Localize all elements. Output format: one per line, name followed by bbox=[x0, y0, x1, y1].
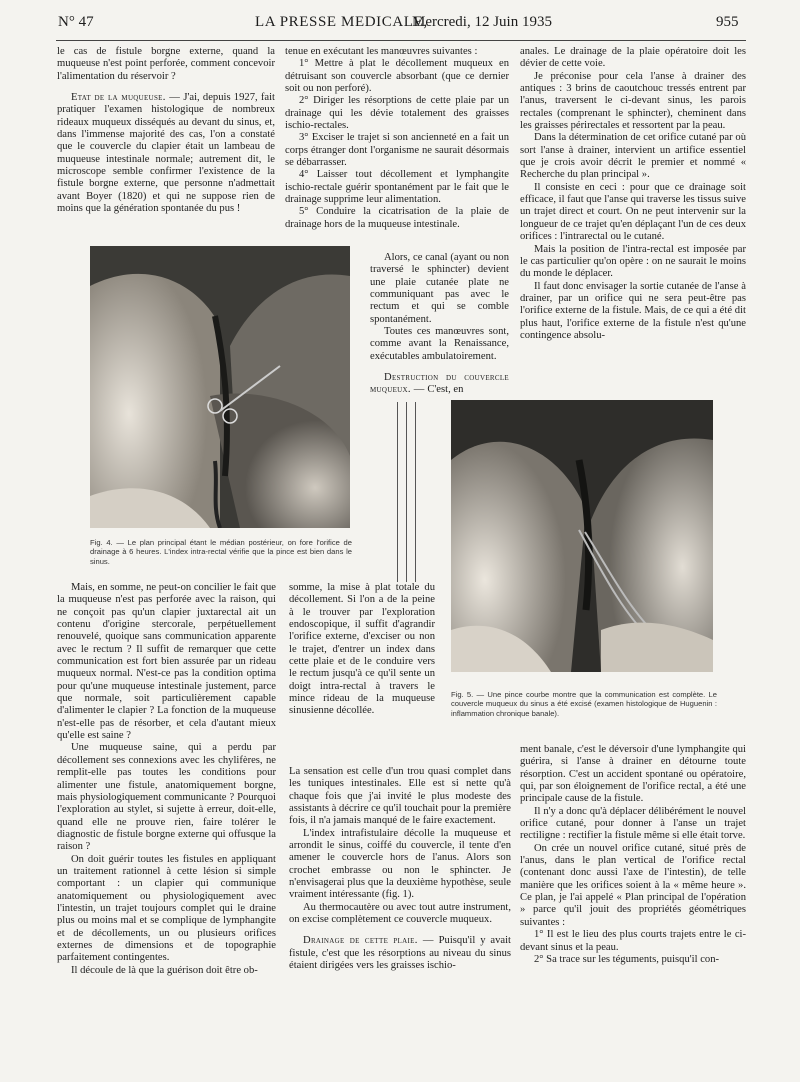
paragraph: Destruction du couvercle muqueux. — C'est, en bbox=[370, 372, 509, 396]
figure-5-photo bbox=[451, 400, 713, 672]
column-divider bbox=[406, 402, 407, 582]
paragraph: Une muqueuse saine, qui a perdu par décollement ses connexions avec les chylifères, ne remplit-elle pas toutes les conditions pour alimenter une fistule, anatomiquement borgne, mais physiologiquement communicante ? Pourquoi l'exploration au stylet, si sujette à erreur, doit-elle, quand elle ne prouve rien, faire tolérer le diagnostic de fistule borgne externe qui offusque la raison ? bbox=[57, 742, 276, 853]
column-divider bbox=[397, 402, 398, 582]
issue-date: Mercredi, 12 Juin 1935 bbox=[412, 14, 552, 30]
paragraph: Au thermocautère ou avec tout autre instrument, on excise complètement ce couvercle muqueux. bbox=[289, 901, 511, 926]
column-2-bottom bbox=[289, 766, 511, 973]
section-heading: Drainage de cette plaie. — bbox=[303, 935, 434, 947]
paragraph: tenue en exécutant les manœuvres suivantes : bbox=[285, 46, 478, 57]
paragraph: On crée un nouvel orifice cutané, situé près de l'anus, dans le plan vertical de l'orifice rectal (contenant donc aussi l'axe de l'intestin), de telle manière que les orifices soient à la « même heure ». Ce plan, je l'ai appelé « Plan principal de l'opération » parce qu'il jouit des propriétés géométriques suivantes : bbox=[520, 842, 746, 928]
paragraph: On doit guérir toutes les fistules en appliquant un traitement rationnel à cette lésion si simple comportant : un clapier qui communique anatomiquement ou physiologiquement avec l'intestin, un trajet toujours complet qui le draine plus ou moins mal et se complique de lymphangite et de décollements, un ou plusieurs orifices externes de dimensions et de topographie parfaitement contingentes. bbox=[57, 853, 276, 964]
paragraph: Mais, en somme, ne peut-on concilier le fait que la muqueuse n'est pas perforée avec la raison, qui ne conçoit pas qu'un clapier juxtarectal ait un contenu d'origine stercorale, perpétuellement renouvelé, quoique sans communication apparente avec le rectum ? Il suffit de remarquer que cette communication est fort bien assurée par un rideau muqueux normal. N'est-ce pas la condition optima pour qu'une muqueuse intestinale justement, parce que normale, soit particulièrement capable d'alimenter le clapier ? La fonction de la muqueuse n'est-elle pas de résorber, et cela d'autant mieux qu'elle est saine ? bbox=[57, 582, 276, 742]
paragraph: L'index intrafistulaire décolle la muqueuse et arrondit le sinus, coiffé du couvercle, il tente d'en amener le couvercle hors de l'anus. Alors son crochet embrasse ou non le sphincter. Je n'envisagerai plus que la deuxième hypothèse, seule vraiment intéressante (fig. 1). bbox=[289, 827, 511, 901]
list-item: 1° Mettre à plat le décollement muqueux en détruisant son couvercle absorbant (que ce dernier soit ou non perforé). bbox=[285, 58, 509, 95]
page-header bbox=[0, 14, 800, 38]
column-1-top bbox=[57, 46, 275, 215]
paragraph: Toutes ces manœuvres sont, comme avant la Renaissance, exécutables ambulatoirement. bbox=[370, 326, 509, 362]
paragraph: Je préconise pour cela l'anse à drainer des antiques : 3 brins de caoutchouc tressés entrent par l'anus, traversent le ci-devant sinus, les parois rectales (comprenant le sphincter), cheminent dans les graisses périrectales et ressortent par la peau. bbox=[520, 70, 746, 132]
list-item: 3° Exciser le trajet si son ancienneté en a fait un corps étranger dont l'organisme ne saurait désormais se débarrasser. bbox=[285, 132, 509, 169]
surgical-photo bbox=[90, 246, 350, 528]
paragraph: le cas de fistule borgne externe, quand la muqueuse n'est point perforée, comment concevoir l'alimentation du réservoir ? bbox=[57, 46, 275, 82]
list-item: 1° Il est le lieu des plus courts trajets entre le ci-devant sinus et la peau. bbox=[520, 929, 746, 953]
column-1-bottom bbox=[57, 582, 276, 977]
paragraph: Dans la détermination de cet orifice cutané par où sort l'anse à drainer, intervient un artifice essentiel que je crois avoir décrit le premier et nommé « Recherche du plan principal ». bbox=[520, 132, 746, 181]
section-heading: Etat de la muqueuse. — bbox=[71, 92, 181, 104]
header-rule bbox=[56, 40, 746, 41]
section-heading: Destruction du couvercle muqueux. — bbox=[370, 372, 509, 396]
column-2-bottom-narrow bbox=[289, 582, 435, 718]
paragraph: Il faut donc envisager la sortie cutanée de l'anse à drainer, par un orifice qui ne sera peut-être pas l'orifice externe de la fistule. Mais, de ce qui a été dit plus haut, l'orifice externe de la fistule n'est qu'une contingence absolu- bbox=[520, 280, 746, 341]
list-item: 2° Sa trace sur les téguments, puisqu'il con- bbox=[534, 953, 720, 965]
paragraph: Il découle de là que la guérison doit être ob- bbox=[71, 964, 258, 976]
paragraph: Drainage de cette plaie. — Puisqu'il y avait fistule, c'est que les résorptions au niveau du sinus étaient dirigées vers les graisses ischio- bbox=[289, 935, 511, 972]
column-3-bottom bbox=[520, 744, 746, 966]
column-2-top bbox=[285, 46, 509, 231]
paragraph: somme, la mise à plat totale du décollement. Si l'on a de la peine à le trouver par l'exploration endoscopique, il suffit d'agrandir l'orifice externe, d'exciser ou non le trajet, d'entrer un index dans cette plaie et de le conduire vers le rectum jusqu'à ce qu'il sente un doigt intra-rectal à travers le mince rideau de la muqueuse sinusienne décollée. bbox=[289, 582, 435, 717]
issue-number: N° 47 bbox=[58, 14, 94, 30]
list-item: 2° Diriger les résorptions de cette plaie par un drainage qui les dévie totalement des graisses ischio-rectales. bbox=[285, 95, 509, 132]
paragraph: Il consiste en ceci : pour que ce drainage soit efficace, il faut que l'anse qui traverse les tissus suive un trajet direct et court. On ne peut intervenir sur la longueur de ce trajet qu'en déplaçant l'un de ces deux orifices : l'intrarectal ou le cutané. bbox=[520, 181, 746, 243]
list-item: 5° Conduire la cicatrisation de la plaie de drainage hors de la muqueuse intestinale. bbox=[285, 206, 509, 230]
figure-4-photo bbox=[90, 246, 350, 528]
paragraph: La sensation est celle d'un trou quasi complet dans les tuniques intestinales. Elle est si nette qu'à chaque fois que j'ai invité le plus modeste des assistants à décrire ce qu'il touchait pour la première fois, il n'a jamais manqué de le faire exactement. bbox=[289, 766, 511, 827]
paragraph: Alors, ce canal (ayant ou non traversé le sphincter) devient une plaie cutanée plate ne communiquant pas avec le rectum et qui se comble spontanément. bbox=[370, 252, 509, 325]
column-2-narrow bbox=[370, 252, 509, 397]
paragraph: ment banale, c'est le déversoir d'une lymphangite qui guérira, si l'anse à drainer en détourne toute résorption. C'est un accident spontané ou opératoire, qui, par son éloignement de l'orifice rectal, a été une principale cause de la fistule. bbox=[520, 744, 746, 805]
figure-4-caption: Fig. 4. — Le plan principal étant le médian postérieur, on fore l'orifice de drainage à 6 heures. L'index intra-rectal vérifie que la pince est bien dans le sinus. bbox=[90, 538, 352, 566]
paragraph: Etat de la muqueuse. — J'ai, depuis 1927, fait pratiquer l'examen histologique de nombreux rideaux muqueux disséqués au devant du sinus, et, dans l'immense majorité des cas, l'on a constaté que le couvercle du clapier était un lambeau de muqueuse intestinale normale; autrement dit, le microscope semble confirmer l'existence de la fistule borgne externe, que personne n'admettait avant Boyer (1820) et qui ne suppose rien de moins que la génération spontanée du pus ! bbox=[57, 92, 275, 215]
paragraph: Mais la position de l'intra-rectal est imposée par le cas particulier qu'on opère : on ne saurait le moins du monde le déplacer. bbox=[520, 243, 746, 280]
paragraph: Il n'y a donc qu'à déplacer délibérément le nouvel orifice cutané, pour donner à l'anse un trajet rectiligne : rectifier la fistule même si elle était torve. bbox=[520, 805, 746, 842]
page-number: 955 bbox=[716, 14, 739, 30]
surgical-photo bbox=[451, 400, 713, 672]
column-divider bbox=[415, 402, 416, 582]
paragraph: anales. Le drainage de la plaie opératoire doit les dévier de cette voie. bbox=[520, 46, 746, 70]
list-item: 4° Laisser tout décollement et lymphangite ischio-rectale guérir spontanément par le fait que le drainage supprime leur alimentation. bbox=[285, 169, 509, 206]
journal-title: LA PRESSE MEDICALE, bbox=[255, 14, 428, 30]
figure-5-caption: Fig. 5. — Une pince courbe montre que la communication est complète. Le couvercle muqueux du sinus a été excisé (examen histologique de Huguenin : inflammation chronique banale). bbox=[451, 690, 717, 718]
column-3-top bbox=[520, 46, 746, 342]
